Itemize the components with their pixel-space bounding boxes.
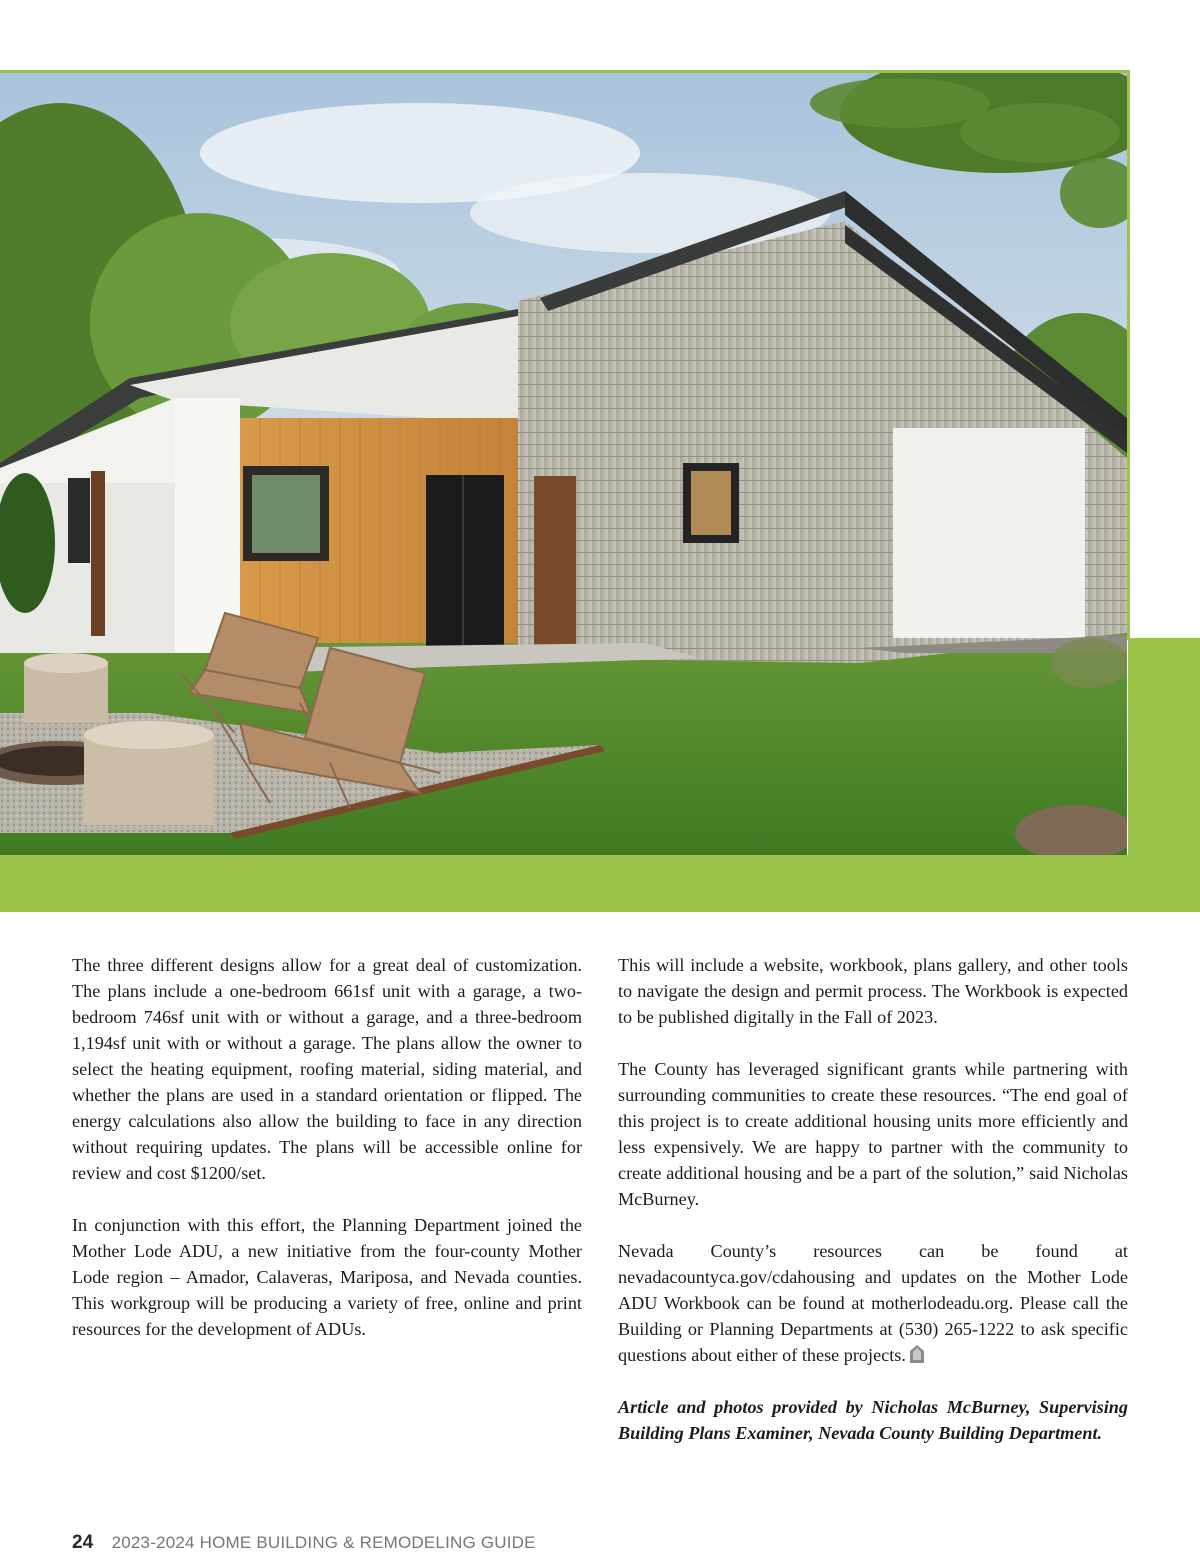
article-column-right xyxy=(618,952,1128,1472)
publication-title: 2023-2024 HOME BUILDING & REMODELING GUIDE xyxy=(111,1533,536,1552)
article-paragraph: This will include a website, workbook, plans gallery, and other tools to navigate the design and permit process. The Workbook is expected to be published digitally in the Fall of 2023. xyxy=(618,955,1128,1027)
article-paragraph-last xyxy=(618,1238,1128,1368)
article-paragraph: In conjunction with this effort, the Planning Department joined the Mother Lode ADU, a new initiative from the four-county Mother Lode region – Amador, Calaveras, Mariposa, and Nevada counties. This workgroup will be producing a variety of free, online and print resources for the development of ADUs. xyxy=(72,1215,582,1339)
page-footer xyxy=(72,1532,536,1556)
page-number: 24 xyxy=(72,1532,94,1553)
article-column-left xyxy=(72,952,582,1368)
article-paragraph: The three different designs allow for a great deal of customization. The plans include a one-bedroom 661sf unit with a garage, a two-bedroom 746sf unit with or without a garage, and a three-bedroom 1,194sf unit with or without a garage. The plans allow the owner to select the heating equipment, roofing material, siding material, and whether the plans are used in a standard orientation or flipped. The energy calculations also allow the building to face in any direction without requiring updates. The plans will be accessible online for review and cost $1200/set. xyxy=(72,955,582,1183)
accent-rule-right xyxy=(1127,70,1130,640)
adu-rendering-photo xyxy=(0,73,1127,855)
article-credit: Article and photos provided by Nicholas McBurney, Supervising Building Plans Examiner, Nevada County Building Department. xyxy=(618,1397,1128,1443)
accent-band-bottom xyxy=(0,855,1200,912)
house-icon xyxy=(910,1345,924,1363)
article-paragraph: The County has leveraged significant grants while partnering with surrounding communities to create these resources. “The end goal of this project is to create additional housing units more efficiently and less expensively. We are happy to partner with the community to create additional housing and be a part of the solution,” said Nicholas McBurney. xyxy=(618,1059,1128,1209)
article-paragraph-text: Nevada County’s resources can be found at nevadacountyca.gov/cdahousing and updates on the Mother Lode ADU Workbook can be found at motherlodeadu.org. Please call the Building or Planning Departments at (530) 265-1222 to ask specific questions about either of these projects. xyxy=(618,1241,1128,1365)
